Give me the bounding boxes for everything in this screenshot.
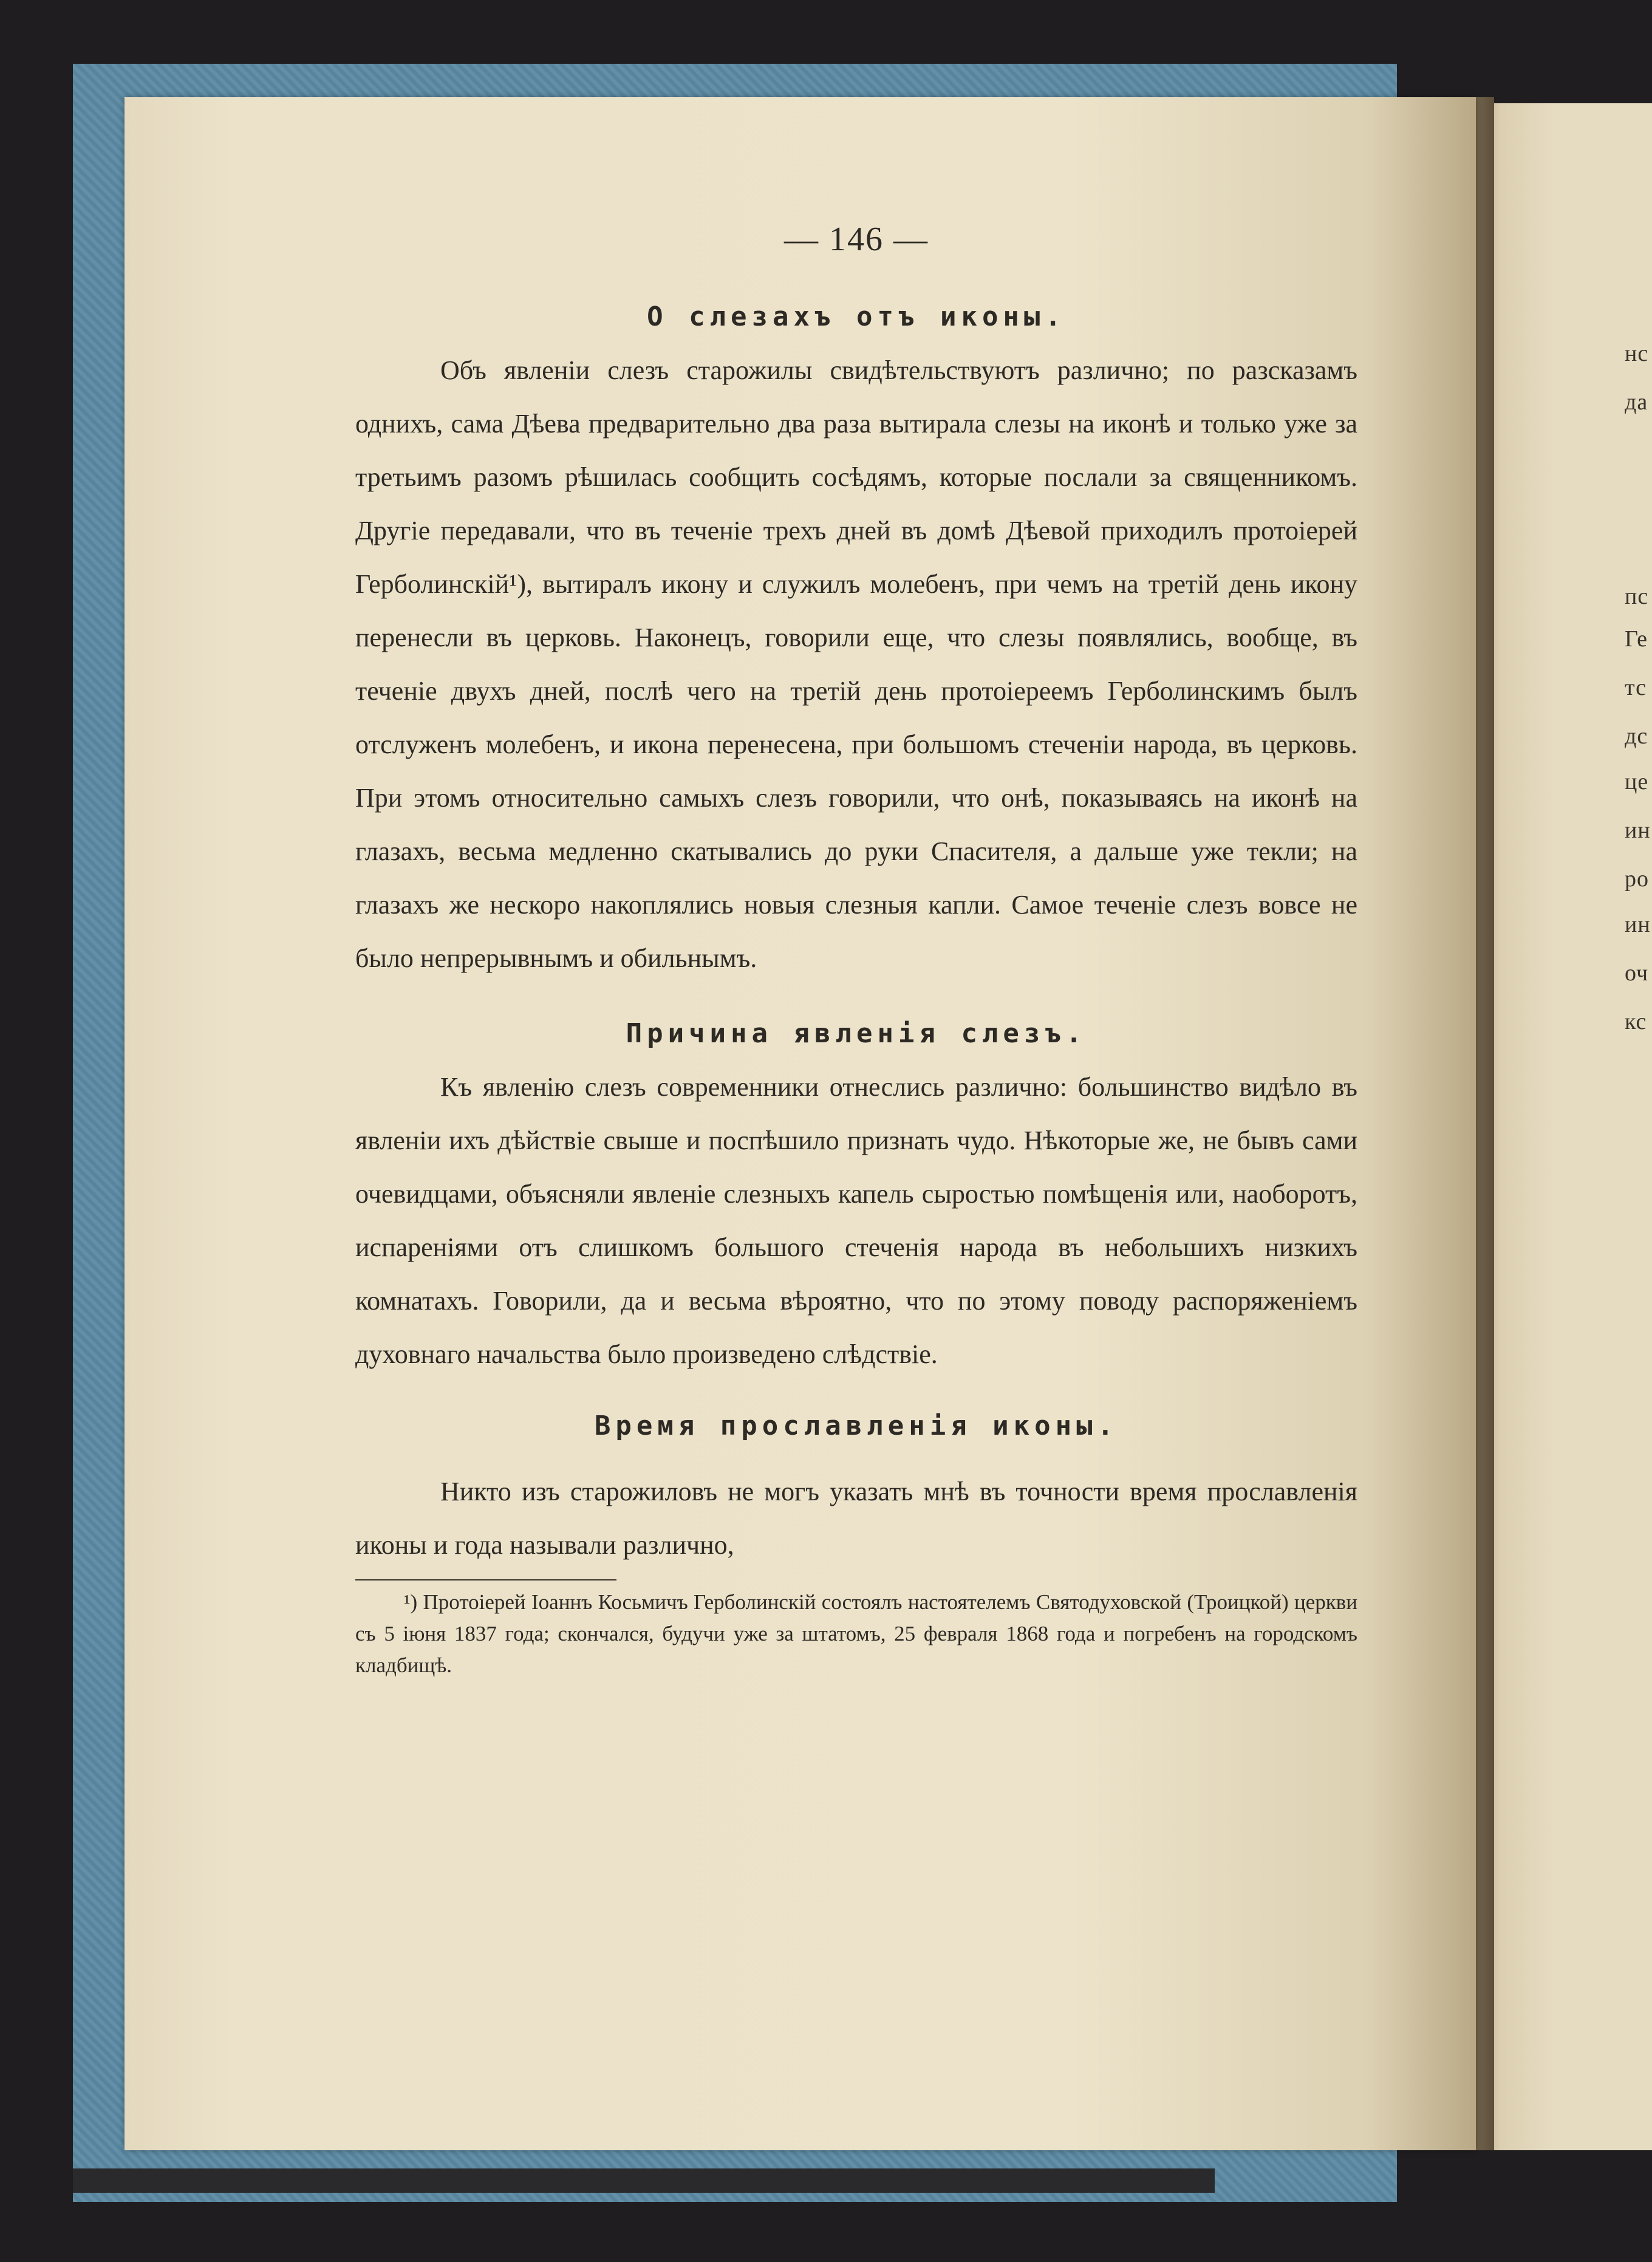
section-heading: Причина явленія слезъ. [626,1018,1087,1049]
right-page-fragment: дс [1625,723,1648,749]
right-page-fragment: ро [1625,866,1649,892]
page-number: — 146 — [784,220,929,258]
page-text [355,213,1357,1681]
footnote-rule [355,1579,616,1580]
right-page-fragment: тс [1625,675,1647,700]
right-page-fragment: ин [1625,912,1651,937]
section-heading: Время прославленія иконы. [594,1410,1119,1441]
section-paragraph: Никто изъ старожиловъ не могъ указать мнѣ въ точности время прославленія иконы и года называли различно, [355,1477,1357,1560]
right-page-fragment: кс [1625,1009,1647,1034]
right-page-fragment: ин [1625,818,1651,843]
section-paragraph: Къ явленію слезъ современники отнеслись различно: большинство видѣло въ явленіи ихъ дѣйствіе свыше и поспѣшило признать чудо. Нѣкоторые же, не бывъ сами очевидцами, объясняли явленіе слезныхъ капель сыростью помѣщенія или, наоборотъ, испареніями отъ слишкомъ большого стеченія народа въ небольшихъ низкихъ комнатахъ. Говорили, да и весьма вѣроятно, что по этому поводу распоряженіемъ духовнаго начальства было произведено слѣдствіе. [355,1072,1357,1369]
right-page-fragment: нс [1625,341,1649,366]
right-page-fragment: Ге [1625,626,1648,652]
section-heading: О слезахъ отъ иконы. [647,301,1066,332]
right-page-fragment: оч [1625,960,1649,986]
right-page-fragment: пс [1625,584,1649,609]
footnote: ¹) Протоіерей Іоаннъ Косьмичъ Герболинскій состоялъ настоятелемъ Святодуховской (Троицкой) церкви съ 5 іюня 1837 года; скончался, будучи уже за штатомъ, 25 февраля 1868 года и погребенъ на городскомъ кладбищѣ. [355,1590,1357,1677]
right-page-fragment: це [1625,769,1649,794]
right-page-fragment: да [1625,389,1648,415]
cover-edge [73,2168,1215,2193]
section-paragraph: Объ явленіи слезъ старожилы свидѣтельствуютъ различно; по разсказамъ однихъ, сама Дѣева предварительно два раза вытирала слезы на иконѣ и только уже за третьимъ разомъ рѣшилась сообщить сосѣдямъ, которые послали за священникомъ. Другіе передавали, что въ теченіе трехъ дней въ домѣ Дѣевой приходилъ протоіерей Герболинскій¹), вытиралъ икону и служилъ молебенъ, при чемъ на третій день икону перенесли въ церковь. Наконецъ, говорили еще, что слезы появлялись, вообще, въ теченіе двухъ дней, послѣ чего на третій день протоіереемъ Герболинскимъ былъ отслуженъ молебенъ, и икона перенесена, при большомъ стеченіи народа, въ церковь. При этомъ относительно самыхъ слезъ говорили, что онѣ, показываясь на иконѣ на глазахъ, весьма медленно скатывались до руки Спасителя, а дальше уже текли; на глазахъ же нескоро накоплялись новыя слезныя капли. Самое теченіе слезъ вовсе не было непрерывнымъ и обильнымъ. [355,355,1357,973]
